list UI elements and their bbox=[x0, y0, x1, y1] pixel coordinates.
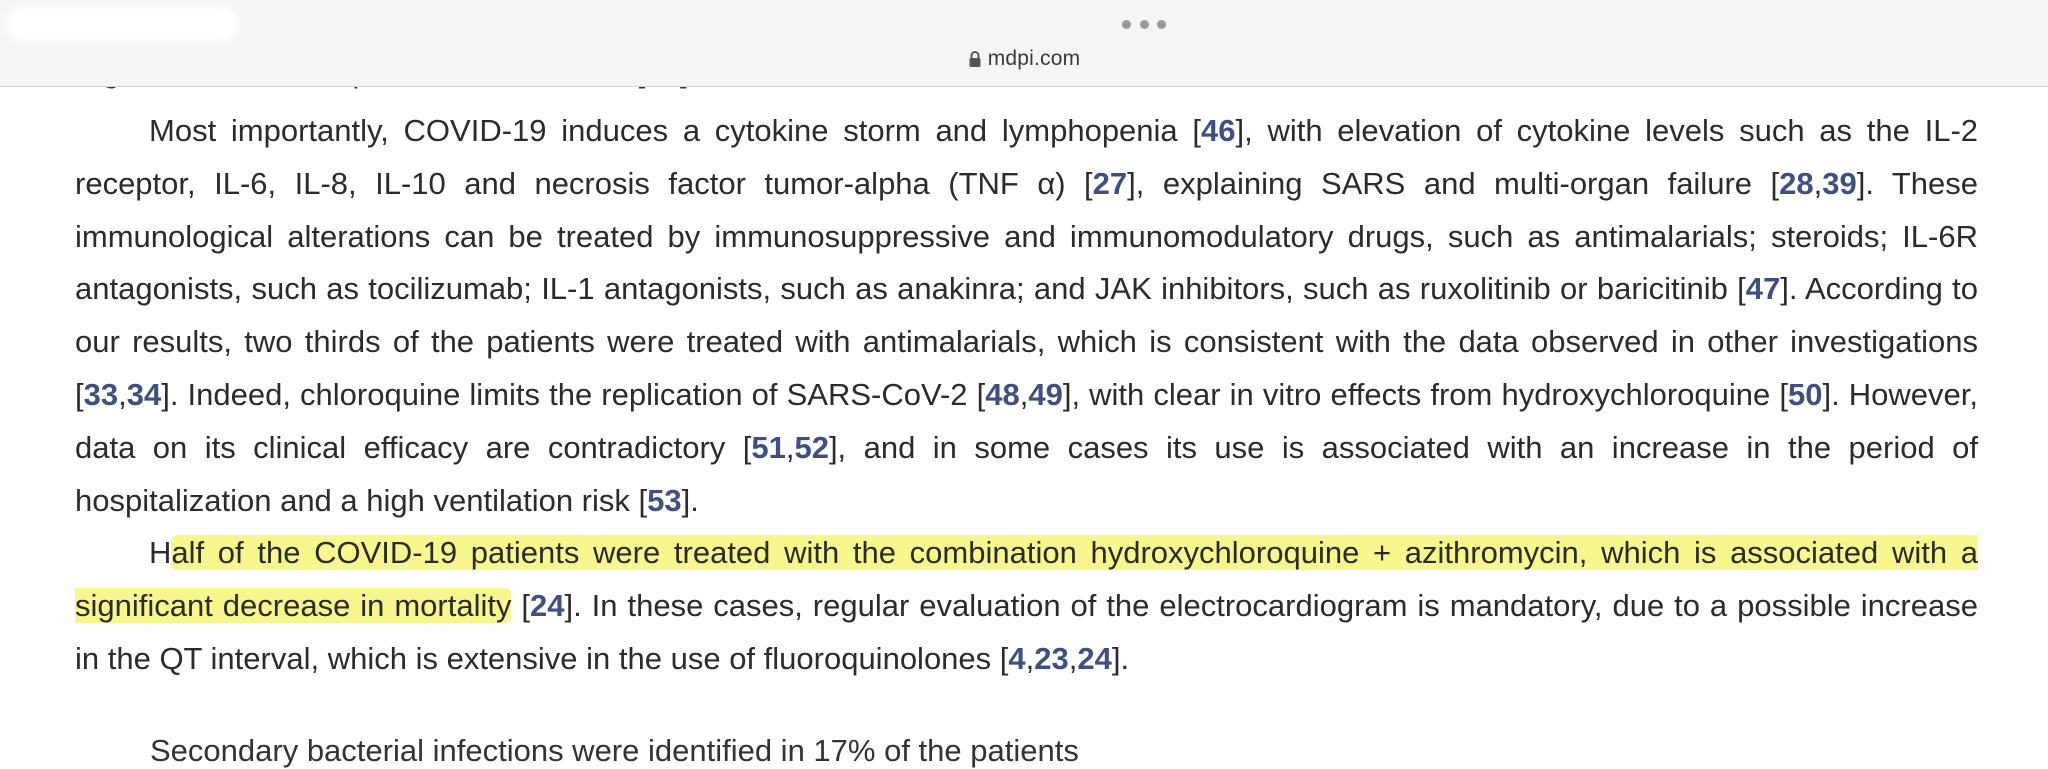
text-run: ]. These immunological alterations can be treated by immunosuppressive and immunomodulatory drugs, such as antimalarials; steroids; IL-6R antagonists, such as tocilizumab; IL-1 antagonists, such as anakinra; and JAK inhibitors, such as ruxolitinib or baricitinib [ bbox=[75, 165, 1979, 307]
partial-bottom-line: Secondary bacterial infections were identified in 17% of the patients bbox=[150, 733, 1079, 768]
paragraph-cytokine-storm bbox=[75, 105, 1978, 527]
text-run: , bbox=[1068, 640, 1078, 676]
url-text: mdpi.com bbox=[987, 47, 1081, 70]
citation-link-28[interactable]: 28 bbox=[1779, 165, 1814, 201]
citation-link-4[interactable]: 4 bbox=[1008, 640, 1026, 676]
text-run: H bbox=[149, 535, 172, 571]
text-run: ], and in some cases its use is associated with an increase in the period of hospitalization and a high ventilation risk [ bbox=[75, 429, 1978, 518]
citation-link-24[interactable]: 24 bbox=[530, 588, 565, 624]
text-run: ]. In these cases, regular evaluation of the electrocardiogram is mandatory, due to a possible increase in the QT interval, which is extensive in the use of fluoroquinolones [ bbox=[75, 588, 1978, 676]
more-dots-icon[interactable] bbox=[1122, 18, 1166, 30]
text-run: ]. bbox=[1111, 640, 1130, 676]
lock-icon bbox=[968, 50, 982, 68]
address-bar[interactable] bbox=[0, 44, 2048, 74]
text-run: ], with elevation of cytokine levels such as the IL-2 receptor, IL-6, IL-8, IL-10 and necrosis factor tumor-alpha (TNF α) [ bbox=[75, 113, 1979, 201]
text-run: ]. Indeed, chloroquine limits the replication of SARS-CoV-2 [ bbox=[161, 376, 986, 412]
paragraph-hydroxychloroquine bbox=[75, 527, 1978, 685]
text-run: Most importantly, COVID-19 induces a cytokine storm and lymphopenia [ bbox=[149, 113, 1202, 148]
citation-link-52[interactable]: 52 bbox=[794, 429, 829, 465]
citation-link-49[interactable]: 49 bbox=[1028, 376, 1063, 412]
text-run: ]. According to our results, two thirds of the patients were treated with antimalarials, which is consistent with the data observed in other investigations [ bbox=[75, 271, 1978, 412]
browser-top-bar bbox=[0, 0, 2048, 87]
citation-link-27[interactable]: 27 bbox=[1092, 165, 1128, 201]
text-run: , bbox=[1019, 376, 1029, 412]
highlighted-text: alf of the COVID-19 patients were treated with the combination hydroxychloroquine + azithromycin, which is associated with a significant decrease in mortality bbox=[75, 535, 1978, 624]
text-run: [ bbox=[511, 588, 531, 624]
citation-link-34[interactable]: 34 bbox=[126, 376, 162, 412]
citation-link-51[interactable]: 51 bbox=[751, 429, 786, 465]
citation-link-33[interactable]: 33 bbox=[83, 376, 119, 412]
text-run: ]. However, data on its clinical efficacy are contradictory [ bbox=[75, 376, 1979, 465]
citation-link-39[interactable]: 39 bbox=[1822, 165, 1857, 201]
article-body bbox=[75, 105, 1978, 686]
citation-link-23[interactable]: 23 bbox=[1034, 640, 1069, 676]
text-run: ]. bbox=[681, 482, 699, 518]
text-run: ], explaining SARS and multi-organ failure [ bbox=[1127, 165, 1780, 201]
text-run: ], with clear in vitro effects from hydroxychloroquine [ bbox=[1062, 376, 1788, 412]
text-run: , bbox=[1025, 640, 1035, 676]
text-run: , bbox=[118, 376, 127, 412]
citation-link-47[interactable]: 47 bbox=[1745, 271, 1781, 307]
citation-link-50[interactable]: 50 bbox=[1787, 376, 1823, 412]
citation-link-48[interactable]: 48 bbox=[985, 376, 1020, 412]
text-run: , bbox=[785, 429, 795, 465]
citation-link-24[interactable]: 24 bbox=[1077, 640, 1112, 676]
blurred-tab-region bbox=[6, 6, 238, 42]
citation-link-53[interactable]: 53 bbox=[647, 482, 682, 518]
citation-link-46[interactable]: 46 bbox=[1201, 113, 1236, 148]
text-run: , bbox=[1813, 165, 1823, 201]
